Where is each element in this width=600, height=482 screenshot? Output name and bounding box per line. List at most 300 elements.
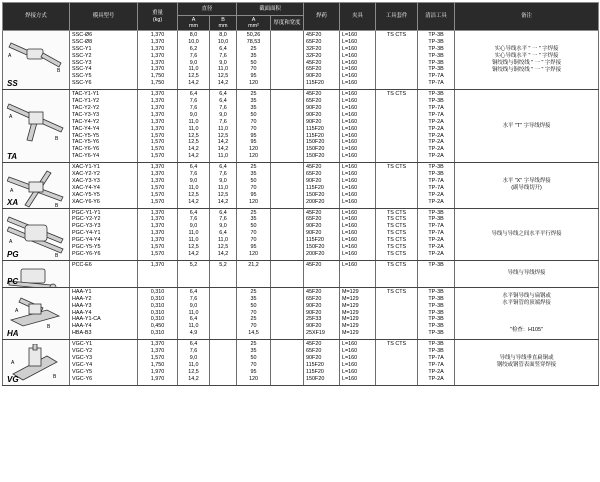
clamp-value: L=160	[342, 354, 358, 361]
area-a-value: 35	[250, 171, 257, 178]
dia-a-value: 7,6	[189, 171, 198, 178]
clean-tool-value: TP-2A	[428, 198, 444, 205]
flux-value: 115F20	[306, 237, 324, 244]
thickness-cell	[271, 340, 304, 385]
dia-b-value: 12,5	[217, 191, 229, 198]
area-a-cell	[237, 31, 271, 90]
header-weight: 重量 (kg)	[138, 3, 178, 31]
flux-value: 25XF19	[306, 330, 325, 337]
clamp-value: L=160	[342, 146, 358, 153]
dia-a-value: 7,6	[189, 104, 198, 111]
model-value: TAC-Y6-Y6	[72, 146, 100, 153]
svg-text:A: A	[11, 360, 15, 367]
flux-value: 200F20	[306, 250, 325, 257]
clean-tool-value: TP-3B	[428, 38, 444, 45]
method-cell	[3, 208, 70, 260]
area-a-value: 50	[250, 111, 257, 118]
clamp-value: L=160	[342, 209, 358, 216]
flux-value: 90F20	[306, 111, 322, 118]
dia-b-value: 6,4	[219, 91, 227, 98]
clamp-value: L=160	[342, 177, 358, 184]
model-value: PGC-Y4-Y4	[72, 237, 101, 244]
svg-text:B: B	[55, 252, 59, 257]
tool-kit-value: TS CTS	[386, 250, 407, 257]
flux-value: 90F20	[306, 73, 322, 80]
group-row-ha	[3, 287, 599, 339]
clean-tool-value: TP-3B	[428, 164, 444, 171]
model-value: VGC-Y3	[72, 354, 93, 361]
clamp-value: L=160	[342, 104, 358, 111]
flux-value: 65F20	[306, 295, 322, 302]
header-tool-kit: 工具套件	[376, 3, 418, 31]
clamp-value: L=160	[342, 191, 358, 198]
dia-a-value: 9,0	[189, 111, 198, 118]
weight-value: 1,570	[150, 250, 165, 257]
area-a-value: 35	[250, 52, 257, 59]
dia-b-value: 6,4	[219, 164, 227, 171]
tool-kit-cell	[376, 208, 418, 260]
dia-a-value: 7,6	[189, 216, 198, 223]
flux-value: 150F20	[306, 375, 325, 382]
dia-a-value: 6,4	[189, 209, 198, 216]
group-row-pg	[3, 208, 599, 260]
model-cell	[70, 90, 138, 163]
clean-tool-value: TP-3B	[428, 323, 444, 330]
header-clamp: 夹具	[340, 3, 376, 31]
tool-kit-cell	[376, 340, 418, 385]
clean-tool-value: TP-2A	[428, 118, 444, 125]
weight-cell	[138, 208, 178, 260]
flux-value: 115F20	[306, 80, 324, 87]
weight-value: 1,970	[150, 368, 165, 375]
svg-text:A: A	[9, 238, 13, 245]
model-cell	[70, 287, 138, 339]
model-value: XAC-Y5-Y5	[72, 191, 100, 198]
model-cell	[70, 163, 138, 208]
dia-a-value: 7,6	[189, 98, 198, 105]
area-a-value: 50,26	[246, 32, 261, 38]
weight-cell	[138, 260, 178, 287]
clean-tool-value: TP-3B	[428, 45, 444, 52]
model-value: PCC-E6	[72, 261, 92, 268]
clamp-cell	[340, 260, 376, 287]
clamp-value: M=129	[342, 302, 359, 309]
tool-kit-value: TS CTS	[386, 288, 407, 295]
flux-value: 150F20	[306, 153, 325, 160]
clean-tool-cell	[418, 208, 455, 260]
weight-value: 1,370	[150, 164, 165, 171]
weight-value: 1,570	[150, 244, 165, 251]
model-value: TAC-Y3-Y3	[72, 111, 100, 118]
flux-value: 65F20	[306, 216, 322, 223]
clamp-value: L=160	[342, 32, 358, 38]
flux-value: 45F20	[306, 59, 322, 66]
weight-value: 1,370	[150, 32, 165, 38]
clean-tool-value: TP-7A	[428, 184, 444, 191]
weight-value: 1,370	[150, 52, 165, 59]
dia-a-value: 8,0	[189, 32, 198, 38]
weight-value: 1,370	[150, 216, 165, 223]
flux-cell	[304, 340, 340, 385]
weight-value: 0,310	[150, 295, 165, 302]
model-cell	[70, 260, 138, 287]
area-a-cell	[237, 163, 271, 208]
area-a-value: 70	[250, 66, 257, 73]
clamp-value: L=160	[342, 250, 358, 257]
header-diameter: 直径	[178, 3, 237, 16]
model-value: TAC-Y1-Y1	[72, 91, 100, 98]
area-a-value: 25	[250, 209, 257, 216]
method-code: SS	[7, 79, 18, 89]
dia-a-value: 12,5	[188, 244, 199, 251]
weight-value: 1,750	[150, 361, 165, 368]
header-thickness: 厚度和宽度	[271, 16, 304, 31]
dia-b-value: 12,5	[217, 244, 229, 251]
clamp-value: L=160	[342, 91, 358, 98]
dia-a-value: 11,0	[188, 66, 199, 73]
clean-tool-value: TP-2A	[428, 191, 444, 198]
weight-value: 1,570	[150, 191, 165, 198]
tool-kit-cell	[376, 260, 418, 287]
flux-value: 115F20	[306, 132, 324, 139]
model-cell	[70, 340, 138, 385]
area-a-value: 120	[249, 146, 259, 153]
area-a-value: 50	[250, 223, 257, 230]
dia-a-value: 12,5	[188, 132, 199, 139]
model-value: VGC-Y5	[72, 368, 93, 375]
clamp-value: L=160	[342, 111, 358, 118]
clamp-value: L=160	[342, 139, 358, 146]
flux-cell	[304, 260, 340, 287]
clean-tool-value: TP-7A	[428, 177, 444, 184]
area-a-cell	[237, 287, 271, 339]
clamp-value: L=160	[342, 237, 358, 244]
model-value: VGC-Y6	[72, 375, 93, 382]
method-cell	[3, 287, 70, 339]
dia-a-cell	[178, 90, 210, 163]
svg-text:A: A	[8, 53, 12, 59]
header-clean-tool: 清洁工具	[418, 3, 455, 31]
flux-cell	[304, 287, 340, 339]
dia-b-value: 7,6	[219, 118, 227, 125]
area-a-value: 70	[250, 323, 257, 330]
area-a-cell	[237, 90, 271, 163]
dia-a-value: 12,5	[188, 139, 199, 146]
clean-tool-cell	[418, 90, 455, 163]
weight-value: 1,370	[150, 230, 165, 237]
weight-cell	[138, 340, 178, 385]
dia-b-value: 12,5	[217, 132, 229, 139]
weight-value: 0,310	[150, 309, 165, 316]
remark-cell: 水平 "X" 字导线焊接 (副导线切开)	[455, 163, 599, 208]
clean-tool-cell	[418, 31, 455, 90]
clean-tool-value: TP-3B	[428, 302, 444, 309]
method-cell	[3, 260, 70, 287]
clamp-value: L=160	[342, 261, 358, 268]
model-cell	[70, 31, 138, 90]
dia-b-value: 6,4	[219, 45, 227, 52]
method-cell	[3, 31, 70, 90]
clean-tool-cell	[418, 340, 455, 385]
dia-a-value: 11,0	[188, 323, 199, 330]
weight-value: 1,370	[150, 66, 165, 73]
dia-a-value: 11,0	[188, 184, 199, 191]
dia-b-value: 11,0	[217, 125, 229, 132]
tool-kit-value: TS CTS	[386, 91, 407, 98]
dia-b-value: 11,0	[217, 153, 229, 160]
area-a-value: 25	[250, 91, 257, 98]
clean-tool-value: TP-2A	[428, 125, 444, 132]
clean-tool-value: TP-7A	[428, 111, 444, 118]
flux-value: 45F20	[306, 261, 322, 268]
flux-value: 90F20	[306, 118, 322, 125]
model-value: HAA-Y4	[72, 309, 92, 316]
tool-kit-value: TS CTS	[386, 164, 407, 171]
clamp-value: L=160	[342, 164, 358, 171]
dia-b-value: 7,6	[219, 171, 227, 178]
clean-tool-value: TP-3B	[428, 216, 444, 223]
area-a-value: 70	[250, 184, 257, 191]
model-value: PGC-Y5-Y5	[72, 244, 101, 251]
tee-splice-icon	[7, 94, 65, 147]
dia-a-cell	[178, 287, 210, 339]
clamp-value: L=160	[342, 80, 358, 87]
model-value: PGC-Y3-Y3	[72, 223, 101, 230]
dia-b-value: 6,4	[219, 230, 227, 237]
dia-b-cell	[210, 287, 237, 339]
tool-kit-value: TS CTS	[386, 237, 407, 244]
clamp-cell	[340, 340, 376, 385]
clean-tool-value: TP-2A	[428, 237, 444, 244]
clamp-value: M=129	[342, 330, 359, 337]
dia-a-value: 10,0	[188, 38, 199, 45]
clean-tool-value: TP-2A	[428, 132, 444, 139]
clamp-value: L=160	[342, 223, 358, 230]
dia-a-value: 14,2	[188, 375, 199, 382]
dia-b-value: 9,0	[219, 59, 227, 66]
weight-value: 1,570	[150, 198, 165, 205]
area-a-value: 70	[250, 230, 257, 237]
flux-value: 200F20	[306, 198, 325, 205]
weight-value: 1,370	[150, 209, 165, 216]
weight-value: 1,750	[150, 80, 165, 87]
clamp-value: L=160	[342, 348, 358, 355]
clean-tool-value: TP-3B	[428, 32, 444, 38]
dia-a-cell	[178, 340, 210, 385]
flux-value: 115F20	[306, 184, 324, 191]
area-a-value: 21,2	[248, 261, 259, 268]
area-a-value: 35	[250, 348, 257, 355]
clean-tool-value: TP-3B	[428, 209, 444, 216]
dia-a-value: 14,2	[188, 153, 199, 160]
clamp-value: M=129	[342, 316, 359, 323]
weight-value: 1,370	[150, 237, 165, 244]
dia-a-cell	[178, 208, 210, 260]
dia-a-cell	[178, 163, 210, 208]
weight-value: 1,570	[150, 139, 165, 146]
clean-tool-value: TP-2A	[428, 368, 444, 375]
flux-value: 90F20	[306, 223, 322, 230]
clamp-value: L=160	[342, 368, 358, 375]
flux-value: 115F20	[306, 361, 324, 368]
clamp-value: L=160	[342, 216, 358, 223]
flux-cell	[304, 90, 340, 163]
clean-tool-value: TP-3B	[428, 91, 444, 98]
dia-a-value: 6,4	[189, 341, 198, 348]
weight-value: 1,370	[150, 118, 165, 125]
weight-value: 1,570	[150, 354, 165, 361]
weight-value: 1,370	[150, 45, 165, 52]
clean-tool-cell	[418, 163, 455, 208]
header-area-a: A mm²	[237, 16, 271, 31]
tool-kit-value: TS CTS	[386, 230, 407, 237]
weight-cell	[138, 90, 178, 163]
clamp-value: L=160	[342, 118, 358, 125]
model-cell	[70, 208, 138, 260]
area-a-value: 95	[250, 191, 257, 198]
clean-tool-value: TP-3B	[428, 295, 444, 302]
tool-kit-value: TS CTS	[386, 32, 407, 38]
clean-tool-value: TP-3B	[428, 309, 444, 316]
header-dia-b: B mm	[210, 16, 237, 31]
dia-a-value: 14,2	[188, 250, 199, 257]
weight-cell	[138, 287, 178, 339]
clean-tool-value: TP-3B	[428, 330, 444, 337]
flux-value: 45F20	[306, 164, 322, 171]
flux-value: 32F20	[306, 45, 322, 52]
area-a-value: 70	[250, 125, 257, 132]
model-value: HAA-Y1	[72, 288, 92, 295]
clamp-value: L=160	[342, 184, 358, 191]
header-flux: 焊药	[304, 3, 340, 31]
clamp-value: L=160	[342, 45, 358, 52]
weight-value: 0,310	[150, 302, 165, 309]
area-a-value: 120	[249, 80, 259, 87]
flux-value: 115F20	[306, 125, 324, 132]
model-value: SSC-Y3	[72, 59, 92, 66]
weight-value: 1,370	[150, 38, 165, 45]
thickness-cell	[271, 260, 304, 287]
model-value: PGC-Y1-Y1	[72, 209, 101, 216]
flux-value: 65F20	[306, 98, 322, 105]
weight-value: 1,570	[150, 132, 165, 139]
flux-value: 150F20	[306, 139, 325, 146]
clamp-value: L=160	[342, 171, 358, 178]
area-a-value: 35	[250, 216, 257, 223]
header-method: 焊接方式	[3, 3, 70, 31]
model-value: HAA-Y1-CA	[72, 316, 101, 323]
clean-tool-value: TP-2A	[428, 139, 444, 146]
clean-tool-value: TP-3B	[428, 341, 444, 348]
area-a-cell	[237, 340, 271, 385]
model-value: TAC-Y2-Y2	[72, 104, 100, 111]
area-a-value: 25	[250, 164, 257, 171]
area-a-value: 70	[250, 118, 257, 125]
clean-tool-value: TP-3B	[428, 171, 444, 178]
dia-a-value: 6,4	[189, 316, 198, 323]
flux-value: 150F20	[306, 244, 325, 251]
svg-text:A: A	[10, 188, 14, 195]
clamp-value: L=160	[342, 38, 358, 45]
area-a-value: 35	[250, 98, 257, 105]
dia-b-value: 6,4	[219, 209, 227, 216]
svg-text:B: B	[53, 374, 57, 381]
flux-cell	[304, 31, 340, 90]
weight-value: 1,370	[150, 341, 165, 348]
flux-value: 32F20	[306, 52, 322, 59]
area-a-cell	[237, 208, 271, 260]
dia-b-value: 11,0	[217, 66, 229, 73]
clean-tool-value: TP-7A	[428, 223, 444, 230]
clean-tool-cell	[418, 260, 455, 287]
clamp-value: M=129	[342, 323, 359, 330]
model-value: SSC-Ø8	[72, 38, 93, 45]
dia-a-value: 7,6	[189, 295, 198, 302]
area-a-value: 25	[250, 316, 257, 323]
thickness-cell	[271, 163, 304, 208]
area-a-value: 95	[250, 139, 257, 146]
dia-b-cell	[210, 208, 237, 260]
method-code: PG	[7, 249, 19, 259]
weight-value: 1,570	[150, 184, 165, 191]
dia-a-value: 6,2	[189, 45, 198, 52]
clean-tool-value: TP-3B	[428, 98, 444, 105]
clean-tool-value: TP-3B	[428, 66, 444, 73]
flux-value: 150F20	[306, 191, 325, 198]
dia-a-value: 14,2	[188, 198, 199, 205]
dia-b-value: 9,0	[219, 111, 227, 118]
dia-a-cell	[178, 260, 210, 287]
area-a-value: 78,53	[246, 38, 261, 45]
model-value: HAA-Y2	[72, 295, 92, 302]
dia-b-value: 12,5	[217, 73, 229, 80]
clamp-value: L=160	[342, 125, 358, 132]
clamp-cell	[340, 287, 376, 339]
clean-tool-value: TP-7A	[428, 80, 444, 87]
clamp-value: L=160	[342, 73, 358, 80]
area-a-value: 70	[250, 237, 257, 244]
model-value: XAC-Y6-Y6	[72, 198, 100, 205]
area-a-value: 25	[250, 45, 257, 52]
flux-value: 65F20	[306, 66, 322, 73]
dia-a-value: 6,4	[189, 91, 198, 98]
clamp-value: L=160	[342, 198, 358, 205]
header-dia-a: A mm	[178, 16, 210, 31]
clean-tool-value: TP-3B	[428, 288, 444, 295]
weight-value: 1,970	[150, 375, 165, 382]
remark-cell: 导线与导线之间水平平行焊接	[455, 208, 599, 260]
dia-b-value: 11,0	[217, 184, 229, 191]
flux-value: 90F20	[306, 323, 322, 330]
model-value: XAC-Y1-Y1	[72, 164, 100, 171]
method-code: TA	[7, 152, 18, 162]
tool-kit-cell	[376, 163, 418, 208]
header-model: 模具型号	[70, 3, 138, 31]
dia-b-value: 10,0	[217, 38, 229, 45]
clamp-value: L=160	[342, 230, 358, 237]
model-value: HAA-Y3	[72, 302, 92, 309]
clean-tool-value: TP-3B	[428, 348, 444, 355]
group-row-ta	[3, 90, 599, 163]
dia-a-value: 5,2	[189, 261, 198, 268]
dia-a-value: 11,0	[188, 125, 199, 132]
clean-tool-value: TP-7A	[428, 230, 444, 237]
dia-a-cell	[178, 31, 210, 90]
clean-tool-cell	[418, 287, 455, 339]
group-row-pc	[3, 260, 599, 287]
model-value: PGC-Y2-Y2	[72, 216, 101, 223]
clamp-value: L=160	[342, 98, 358, 105]
